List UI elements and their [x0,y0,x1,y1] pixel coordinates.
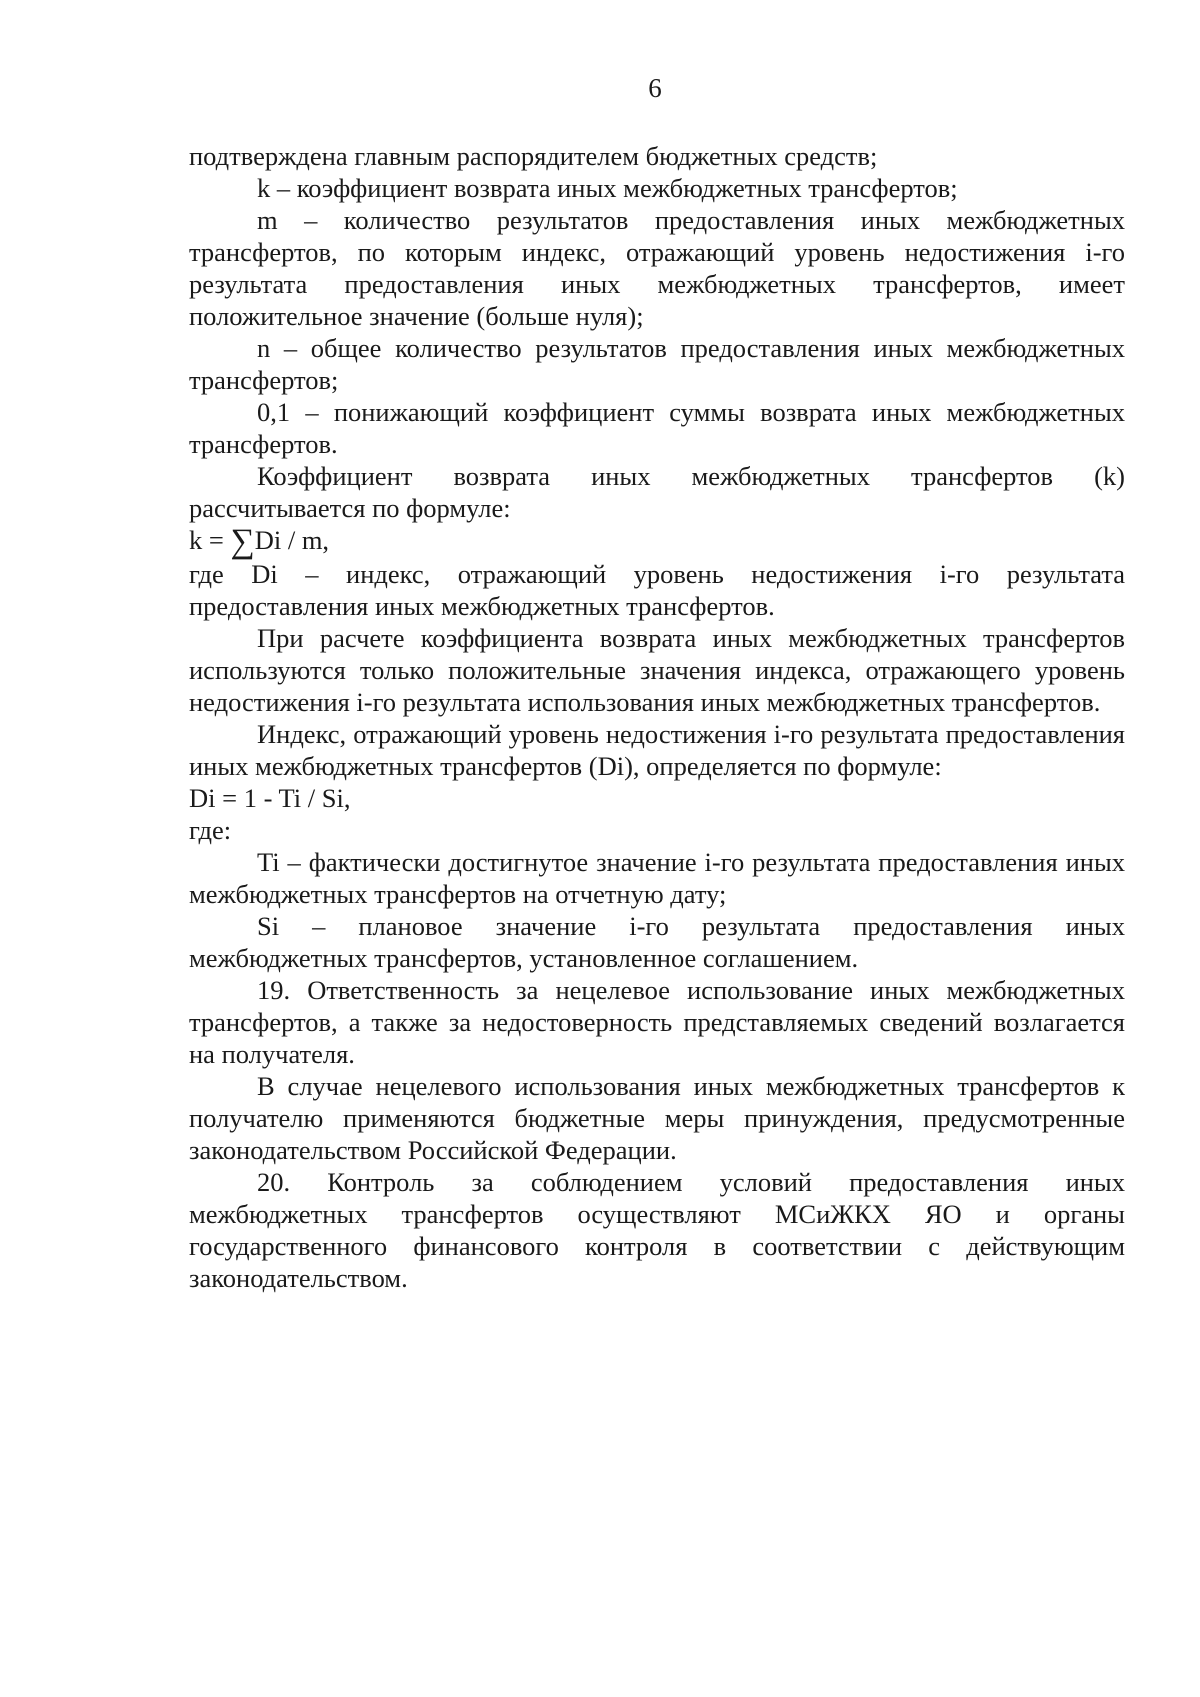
definition-coefficient: 0,1 – понижающий коэффициент суммы возврата иных межбюджетных трансфертов. [189,397,1125,459]
definition-n: n – общее количество результатов предоставления иных межбюджетных трансфертов; [189,333,1125,395]
definition-m: m – количество результатов предоставления иных межбюджетных трансфертов, по которым индекс, отражающий уровень недостижения i-го результата предоставления иных межбюджетных трансфертов, имеет положительное значение (больше нуля); [189,205,1125,331]
paragraph-continuation: подтверждена главным распорядителем бюджетных средств; [189,141,878,171]
formula-k [189,524,1125,558]
paragraph-positive-values: При расчете коэффициента возврата иных межбюджетных трансфертов используются только положительные значения индекса, отражающего уровень недостижения i-го результата использования иных межбюджетных трансфертов. [189,623,1125,717]
paragraph-di-formula-intro: Индекс, отражающий уровень недостижения i-го результата предоставления иных межбюджетных трансфертов (Di), определяется по формуле: [189,719,1125,781]
formula-k-left: k = [189,525,231,555]
sum-symbol: ∑ [230,523,255,560]
paragraph-k-formula-intro: Коэффициент возврата иных межбюджетных трансфертов (k) рассчитывается по формуле: [189,461,1125,523]
formula-di: Di = 1 - Ti / Si, [189,783,351,813]
page-number: 6 [648,73,662,103]
definition-di: где Di – индекс, отражающий уровень недостижения i-го результата предоставления иных межбюджетных трансфертов. [189,559,1125,621]
paragraph-item-20: 20. Контроль за соблюдением условий предоставления иных межбюджетных трансфертов осуществляют МСиЖКХ ЯО и органы государственного финансового контроля в соответствии с действующим законодательством. [189,1167,1125,1293]
document-body [189,140,1125,1294]
formula-k-right: Di / m, [254,525,330,555]
paragraph-item-19: 19. Ответственность за нецелевое использование иных межбюджетных трансфертов, а также за недостоверность представляемых сведений возлагается на получателя. [189,975,1125,1069]
paragraph-where: где: [189,815,232,845]
definition-ti: Ti – фактически достигнутое значение i-го результата предоставления иных межбюджетных трансфертов на отчетную дату; [189,847,1125,909]
paragraph-misuse: В случае нецелевого использования иных межбюджетных трансфертов к получателю применяются бюджетные меры принуждения, предусмотренные законодательством Российской Федерации. [189,1071,1125,1165]
definition-k: k – коэффициент возврата иных межбюджетных трансфертов; [257,173,958,203]
definition-si: Si – плановое значение i-го результата предоставления иных межбюджетных трансфертов, установленное соглашением. [189,911,1125,973]
